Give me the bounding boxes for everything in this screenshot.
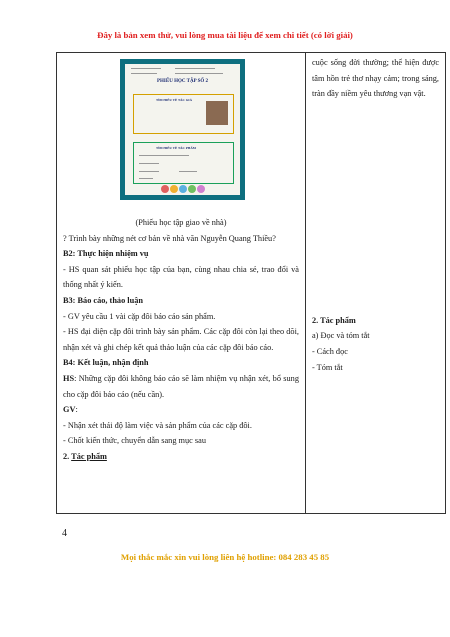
step-b4-heading: B4: Kết luận, nhận định [63, 358, 149, 368]
hs-label: HS [63, 373, 75, 383]
section-title: Tác phẩm [71, 451, 107, 461]
gv-label: GV [63, 405, 76, 415]
worksheet-caption: (Phiếu học tập giao về nhà) [135, 218, 227, 227]
right-intro: cuộc sống đời thường; thể hiện được tâm hồn trẻ thơ nhạy cảm; trong sáng, tràn đầy niềm yêu thương vạn vật. [311, 58, 439, 99]
gv-line2: - Chốt kiến thức, chuyển dẫn sang mục sau [63, 436, 206, 446]
sticker-icon [179, 185, 187, 193]
step-b2-heading: B2: Thực hiện nhiệm vụ [63, 249, 149, 259]
sticker-icon [170, 185, 178, 193]
worksheet-title: PHIẾU HỌC TẬP SỐ 2 [156, 79, 209, 84]
activity-column [57, 53, 306, 514]
gv-text: : [75, 405, 78, 415]
lesson-table [56, 52, 446, 514]
author-box [133, 94, 234, 134]
right-sub-a: a) Đọc và tóm tắt [311, 331, 370, 341]
step-b3-line2: - HS đại diện cặp đôi trình bày sản phẩm. Các cặp đôi còn lại theo dõi, nhận xét và ghi chép kết quả thảo luận của các cặp đôi báo cáo. [63, 327, 299, 352]
step-b3-heading: B3: Báo cáo, thảo luận [63, 295, 143, 305]
hs-paragraph [63, 371, 299, 402]
gv-line1: - Nhận xét thái độ làm việc và sản phẩm của các cặp đôi. [63, 420, 252, 430]
hs-text: : Những cặp đôi không báo cáo sẽ làm nhiệm vụ nhận xét, bổ sung cho cặp đôi báo cáo (nếu cần). [63, 373, 299, 399]
work-box-title: TÌM HIỂU VỀ TÁC PHẨM [156, 146, 196, 150]
question-text: ? Trình bày những nét cơ bản về nhà văn Nguyễn Quang Thiều? [63, 233, 276, 243]
page-number: 4 [62, 528, 67, 539]
right-item2: - Tóm tắt [311, 362, 343, 372]
gv-paragraph [63, 402, 299, 418]
preview-notice: Đây là bản xem thử, vui lòng mua tài liệu để xem chi tiết (có lời giải) [97, 30, 353, 40]
decorative-icons [161, 185, 205, 194]
author-photo [206, 101, 228, 125]
sticker-icon [197, 185, 205, 193]
product-column [305, 53, 445, 514]
section-number: 2. [63, 451, 72, 461]
author-box-title: TÌM HIỂU VỀ TÁC GIẢ [156, 98, 192, 102]
worksheet-figure [57, 53, 305, 213]
section-heading [63, 449, 299, 465]
sticker-icon [161, 185, 169, 193]
right-section-title: 2. Tác phẩm [311, 315, 356, 325]
right-item1: - Cách đọc [311, 346, 348, 356]
step-b2-text: - HS quan sát phiếu học tập của bạn, cùng nhau chia sẻ, trao đổi và thống nhất ý kiến. [63, 264, 299, 290]
hotline-notice: Mọi thắc mắc xin vui lòng liên hệ hotline: 084 283 45 85 [120, 552, 330, 562]
work-box [133, 142, 234, 184]
sticker-icon [188, 185, 196, 193]
step-b3-line1: - GV yêu cầu 1 vài cặp đôi báo cáo sản phẩm. [63, 311, 216, 321]
worksheet-image [120, 59, 245, 200]
